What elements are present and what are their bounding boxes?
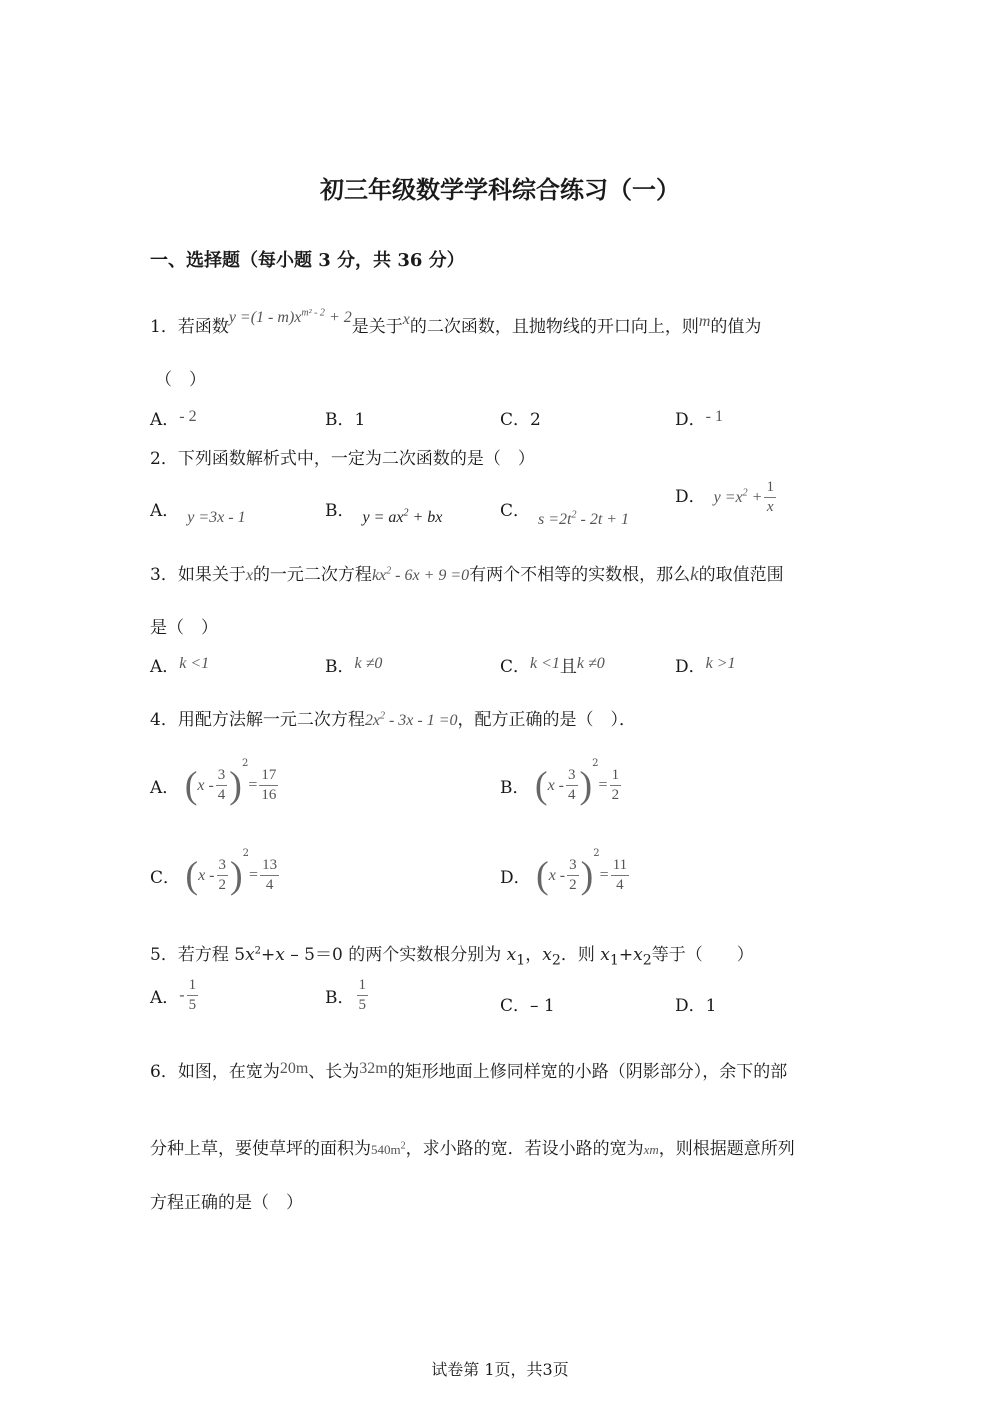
page-footer: 试卷第 1页，共3页 <box>431 1360 569 1379</box>
q1-var-x: x <box>402 311 410 328</box>
q2-option-b: B． $y = ax^2$ + bx <box>325 501 443 526</box>
question-3: 3．如果关于x的一元二次方程$kx^2 - 6x + 9 =0$有两个不相等的实数根，那么k的取值范围 <box>150 564 784 585</box>
q5-option-b: B． $\frac{1}{5}$ <box>325 977 366 1013</box>
q1-option-a: A．- 2 <box>150 408 197 430</box>
q2-option-a: A． y =3x - 1 <box>150 501 246 526</box>
q1-number: 1． <box>150 317 178 337</box>
q3-option-c: C．k <1且k ≠0 <box>500 655 605 677</box>
q1-text: 是关于 <box>351 317 403 337</box>
section-heading: 一、选择题（每小题 3 分，共 36 分） <box>150 250 465 271</box>
q1-text: 若函数 <box>177 317 229 337</box>
q4-option-a: A． (x - $\frac{3}{4}$ )$^2$= $\frac{17}{16}$ <box>150 758 277 807</box>
q4-option-b: B． (x - $\frac{3}{4}$ )$^2$= $\frac{1}{2}$ <box>500 758 620 807</box>
q3-line-2: 是（ ） <box>150 618 218 638</box>
q4-option-d: D． (x - $\frac{3}{2}$ )$^2$= $\frac{11}{4}$ <box>500 848 628 897</box>
q3-option-b: B．k ≠0 <box>325 655 383 677</box>
q6-line-2: 分种上草，要使草坪的面积为$540m^2$，求小路的宽．若设小路的宽为xm，则根据题意所列 <box>150 1139 795 1159</box>
q1-option-d: D．- 1 <box>675 408 723 430</box>
q1-option-b: B．1 <box>325 410 366 430</box>
page-title: 初三年级数学学科综合练习（一） <box>320 175 680 204</box>
q5-option-c: C．– 1 <box>500 996 555 1016</box>
q1-text: 的值为 <box>710 317 762 337</box>
q2-option-d: D． $y =x^2$ + $\frac{1}{x}$ <box>675 479 774 515</box>
q4-option-c: C． (x - $\frac{3}{2}$ )$^2$= $\frac{13}{4}$ <box>150 848 278 897</box>
question-1 <box>150 307 762 337</box>
q1-answer-blank: （ ） <box>155 370 206 390</box>
q3-option-a: A．k <1 <box>150 655 210 677</box>
question-4: 4．用配方法解一元二次方程$2x^2 - 3x - 1 =0$，配方正确的是（ ）． <box>150 710 636 730</box>
question-2: 2．下列函数解析式中，一定为二次函数的是（ ） <box>150 449 535 469</box>
q5-option-d: D．1 <box>675 996 717 1016</box>
q6-line-3: 方程正确的是（ ） <box>150 1193 303 1213</box>
question-5: 5．若方程 $5x^2+x - 5=0$ 的两个实数根分别为 $x_1$，$x_2$．则 $x_1+x_2$等于（ ） <box>150 945 754 969</box>
q1-option-c: C．2 <box>500 410 541 430</box>
question-6: 6．如图，在宽为20m、长为32m的矩形地面上修同样宽的小路（阴影部分），余下的部 <box>150 1060 788 1082</box>
q1-var-m: m <box>698 313 711 330</box>
q5-option-a: A．- $\frac{1}{5}$ <box>150 977 197 1013</box>
q2-option-c: C． $s =2t^2 - 2t + 1$ <box>500 501 630 528</box>
q3-option-d: D．k >1 <box>675 655 736 677</box>
q1-function-expr: $y =(1 - m)x^{m^2 - 2} + 2$ <box>228 307 352 326</box>
q1-text: 的二次函数，且抛物线的开口向上，则 <box>409 317 699 337</box>
